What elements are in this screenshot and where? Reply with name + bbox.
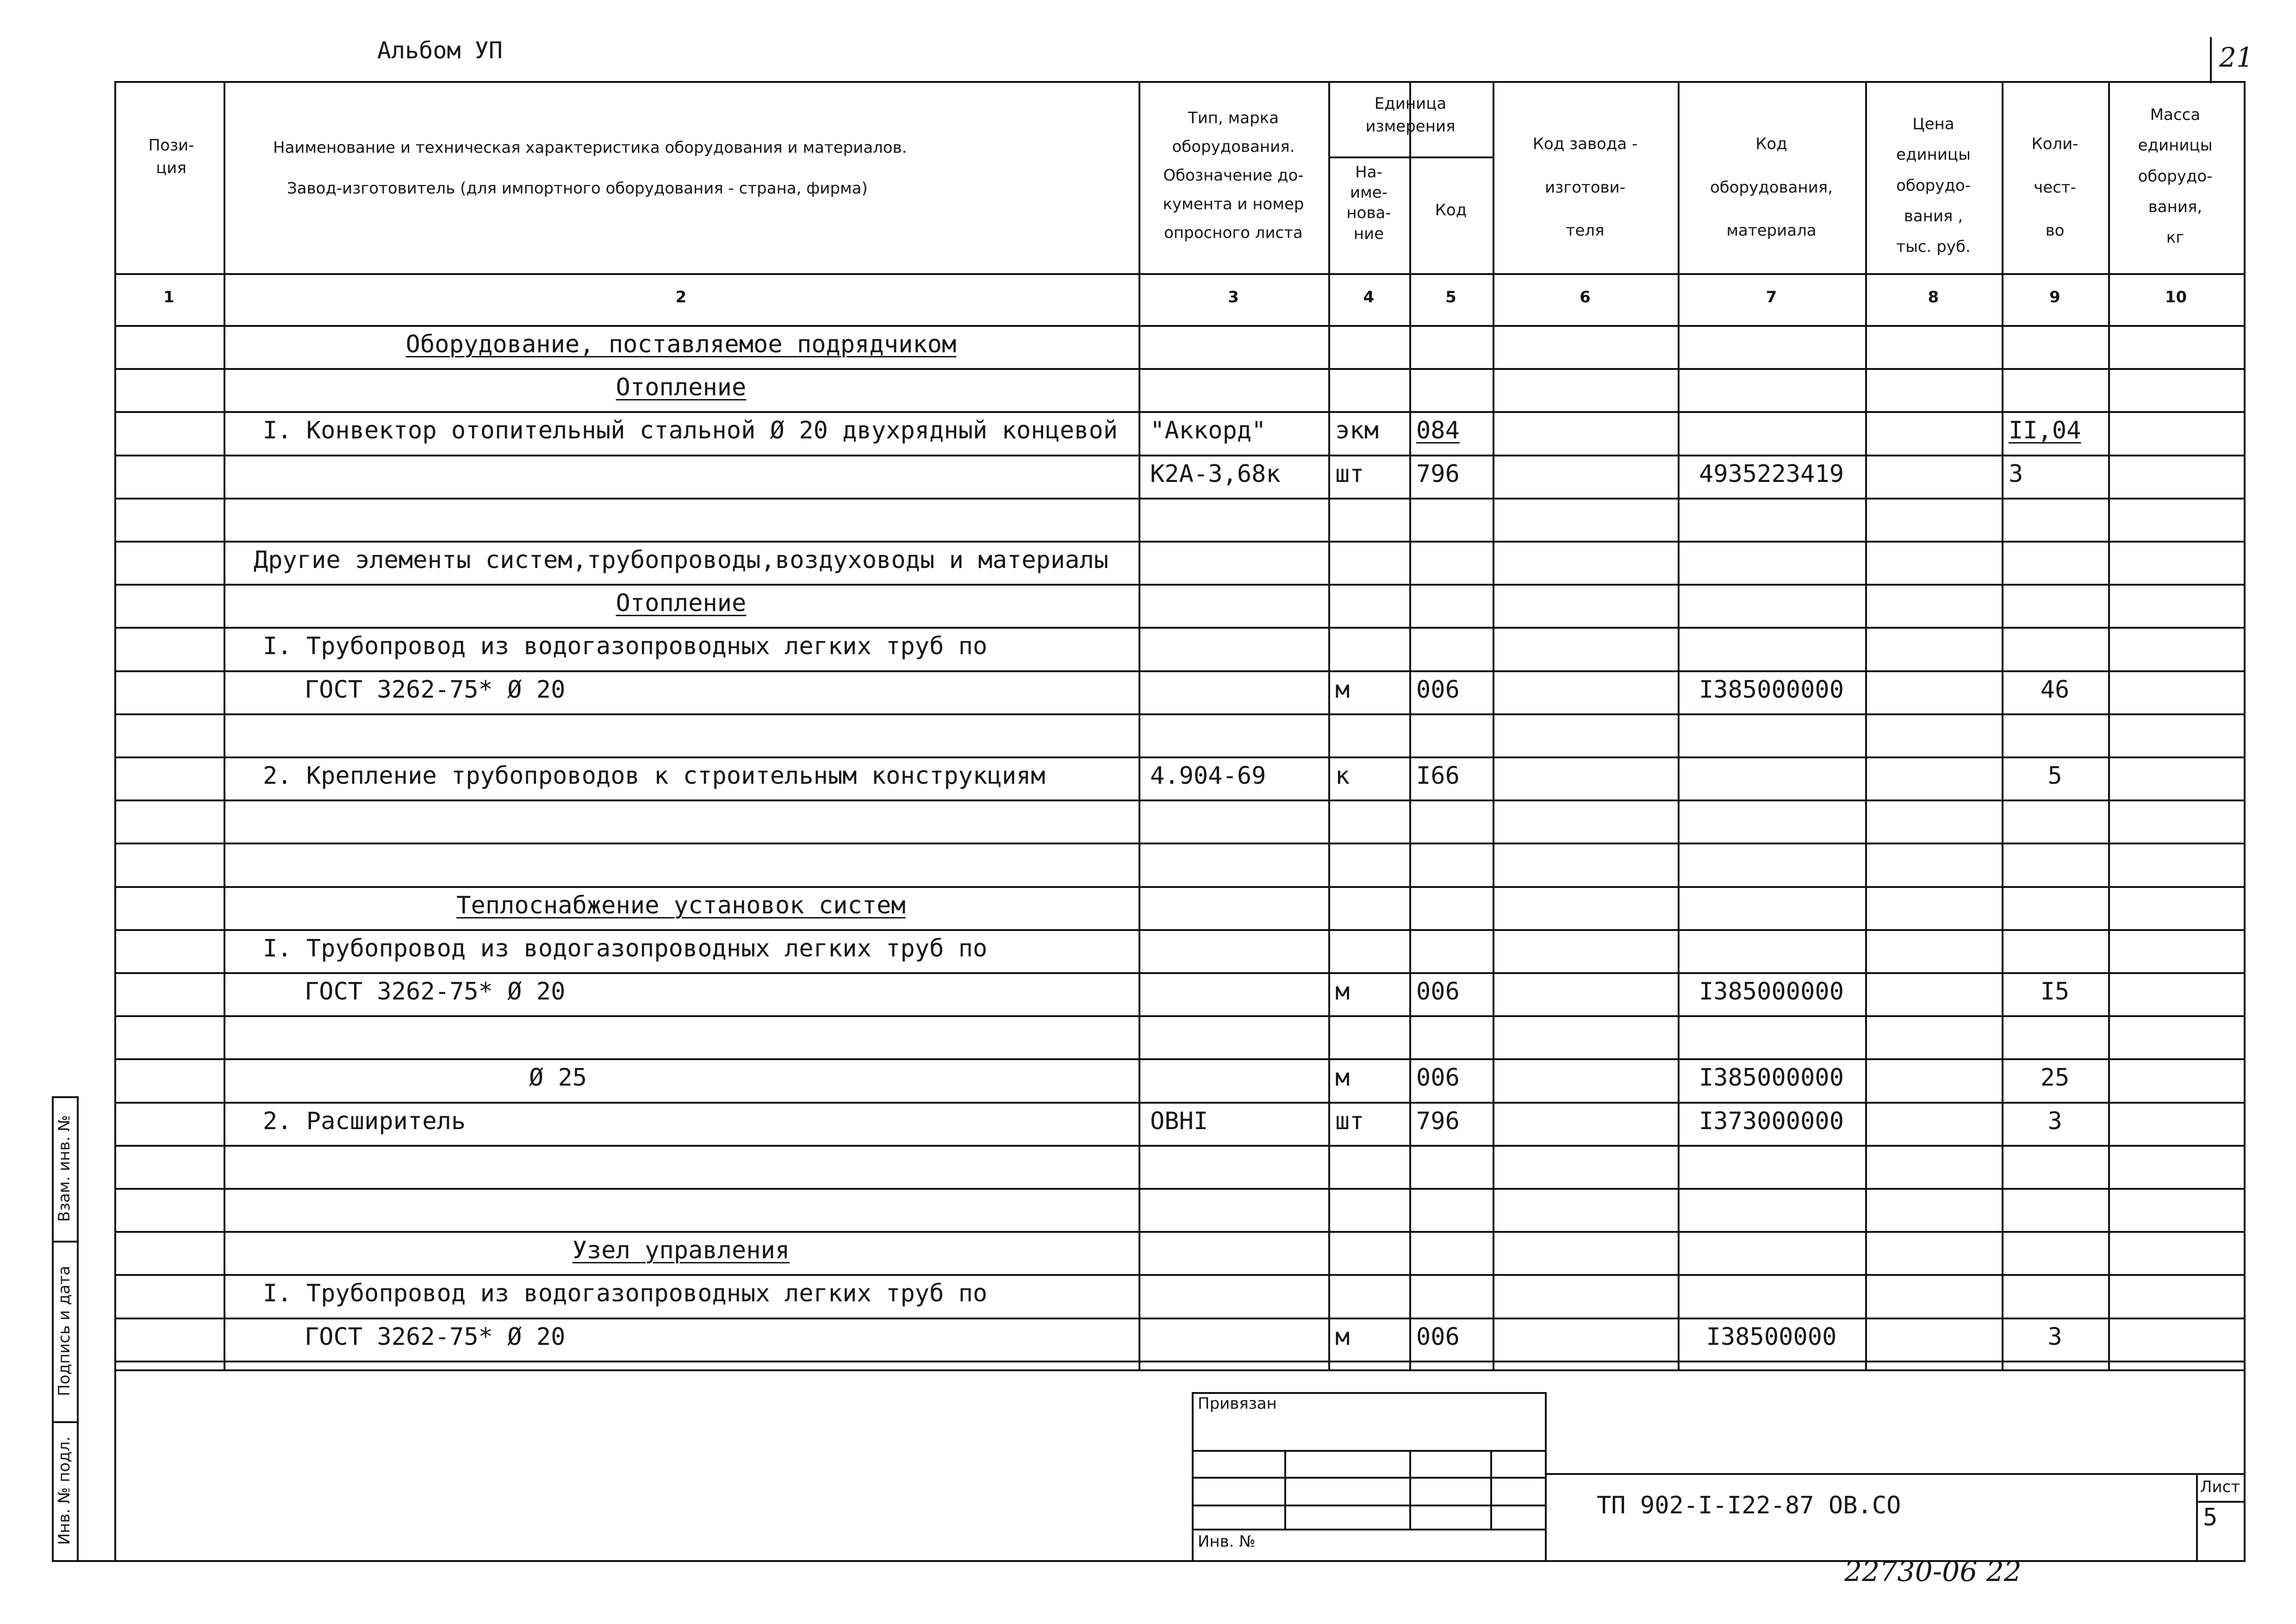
row-unit-code: 796 — [1416, 460, 1460, 488]
row-unit: экм — [1335, 417, 1379, 444]
stamp-line — [1490, 1450, 1492, 1530]
row-divider — [114, 627, 2246, 629]
stamp-line — [1192, 1450, 1546, 1452]
row-divider — [114, 368, 2246, 370]
header-unit-name-line: ние — [1353, 224, 1384, 243]
row-unit-code: 796 — [1416, 1107, 1460, 1135]
column-number: 7 — [1766, 288, 1777, 306]
row-name: I. Трубопровод из водогазопроводных легких труб по — [263, 1280, 988, 1307]
header-divider — [114, 273, 2246, 275]
row-name: 2. Крепление трубопроводов к строительным конструкциям — [263, 762, 1045, 790]
header-factory-code — [1493, 123, 1678, 253]
row-divider — [114, 1102, 2246, 1104]
row-name: ГОСТ 3262-75* Ø 20 — [305, 978, 566, 1006]
row-divider — [114, 1274, 2246, 1276]
header-equipment-code-line: оборудования, — [1710, 178, 1833, 197]
frame-border-right — [2244, 1369, 2246, 1561]
column-number: 4 — [1363, 288, 1375, 306]
side-label-original-inv: Инв. № подл. — [55, 1436, 74, 1545]
row-equipment-code: I385000000 — [1699, 676, 1844, 704]
footer-handwritten-number: 22730-06 22 — [1844, 1555, 2022, 1588]
row-divider — [114, 1058, 2246, 1060]
column-border — [1328, 81, 1330, 1369]
row-divider — [114, 455, 2246, 456]
header-unit-group — [1328, 93, 1493, 138]
row-name: Узел управления — [572, 1237, 790, 1264]
stamp-line — [1192, 1392, 1194, 1561]
header-price-line: оборудо- — [1896, 176, 1971, 195]
header-quantity-line: во — [2045, 221, 2065, 240]
row-divider — [114, 1361, 2246, 1362]
row-type: "Аккорд" — [1150, 417, 1266, 444]
row-name: Отопление — [616, 374, 747, 401]
column-border — [1678, 81, 1680, 1369]
row-equipment-code: I385000000 — [1699, 1064, 1844, 1092]
row-name: ГОСТ 3262-75* Ø 20 — [305, 1323, 566, 1351]
header-price-line: единицы — [1896, 145, 1971, 164]
row-divider — [114, 929, 2246, 931]
row-quantity: 25 — [2040, 1064, 2070, 1092]
side-label-replacement: Взам. инв. № — [55, 1115, 74, 1222]
side-stamp-border — [52, 1560, 78, 1562]
row-unit: к — [1335, 762, 1350, 790]
side-label-signature: Подпись и дата — [55, 1266, 74, 1396]
row-unit-code: I66 — [1416, 762, 1460, 790]
header-unit-group-line: измерения — [1365, 117, 1456, 136]
column-border — [2002, 81, 2004, 1369]
row-divider — [114, 800, 2246, 801]
stamp-line — [2196, 1501, 2244, 1503]
row-equipment-code: I373000000 — [1699, 1107, 1844, 1135]
row-unit-code: 006 — [1416, 676, 1460, 704]
album-title: Альбом УП — [377, 37, 503, 64]
header-type-line: Обозначение до- — [1163, 166, 1304, 185]
row-divider — [114, 843, 2246, 844]
column-number: 10 — [2165, 288, 2187, 306]
row-divider — [114, 756, 2246, 758]
side-stamp-border — [52, 1421, 78, 1423]
row-name: I. Конвектор отопительный стальной Ø 20 двухрядный концевой — [263, 417, 1118, 444]
frame-border-left — [114, 1369, 116, 1561]
header-price-line: Цена — [1912, 115, 1954, 133]
row-quantity: 3 — [2047, 1323, 2062, 1351]
column-border — [114, 81, 116, 1369]
header-price-line: вания , — [1904, 206, 1963, 225]
page-number-handwritten: 21 — [2219, 42, 2253, 73]
header-type-line: Тип, марка — [1188, 109, 1279, 127]
stamp-line — [1284, 1450, 1286, 1530]
header-type — [1139, 104, 1328, 247]
header-position-line: Пози- — [148, 136, 194, 155]
row-name: Отопление — [616, 589, 747, 617]
row-type: К2А-3,68к — [1150, 460, 1281, 488]
column-number: 1 — [163, 288, 174, 306]
column-number: 6 — [1580, 288, 1591, 306]
row-divider — [114, 411, 2246, 413]
side-stamp-border — [77, 1096, 79, 1561]
row-divider — [114, 972, 2246, 974]
row-name: I. Трубопровод из водогазопроводных легких труб по — [263, 632, 988, 660]
header-unit-name-line: име- — [1350, 183, 1388, 202]
table-border-top — [114, 81, 2246, 83]
header-mass — [2108, 100, 2242, 253]
column-border — [1493, 81, 1494, 1369]
header-unit-name — [1328, 162, 1409, 244]
row-unit-code: 006 — [1416, 1064, 1460, 1092]
row-name: 2. Расширитель — [263, 1107, 466, 1135]
row-divider — [114, 1145, 2246, 1147]
row-name: Оборудование, поставляемое подрядчиком — [405, 331, 957, 358]
stamp-doc-code: ТП 902-I-I22-87 ОВ.СО — [1597, 1492, 1901, 1519]
numbers-divider — [114, 325, 2246, 327]
column-number: 9 — [2049, 288, 2060, 306]
header-quantity-line: чест- — [2034, 178, 2076, 197]
row-quantity: 3 — [2009, 460, 2023, 488]
side-stamp-border — [52, 1241, 78, 1243]
row-divider — [114, 1231, 2246, 1233]
header-type-line: кумента и номер — [1163, 194, 1304, 213]
column-border — [1409, 81, 1411, 1369]
header-type-line: опросного листа — [1164, 223, 1303, 242]
row-quantity: 46 — [2040, 676, 2070, 704]
header-unit-group-line: Единица — [1374, 94, 1447, 113]
table-border-bottom — [114, 1369, 2246, 1371]
row-quantity: II,04 — [2009, 417, 2081, 444]
header-quantity — [2002, 123, 2108, 253]
side-stamp-border — [52, 1096, 78, 1098]
stamp-inv-label: Инв. № — [1198, 1532, 1256, 1551]
row-quantity: 5 — [2047, 762, 2062, 790]
stamp-line — [1545, 1392, 1547, 1561]
row-divider — [114, 886, 2246, 888]
stamp-line — [1192, 1529, 1546, 1530]
header-mass-line: оборудо- — [2138, 167, 2213, 186]
row-unit-code: 006 — [1416, 1323, 1460, 1351]
header-price — [1865, 109, 2002, 262]
stamp-line — [1545, 1473, 2244, 1475]
row-quantity: 3 — [2047, 1107, 2062, 1135]
column-number: 8 — [1928, 288, 1939, 306]
header-factory-code-line: Код завода - — [1532, 135, 1638, 153]
column-number: 5 — [1445, 288, 1456, 306]
row-quantity: I5 — [2040, 978, 2070, 1006]
column-border — [1865, 81, 1867, 1369]
row-name: Ø 25 — [529, 1064, 587, 1092]
column-number: 3 — [1228, 288, 1239, 306]
column-border — [2244, 81, 2246, 1369]
stamp-line — [1192, 1505, 1546, 1506]
stamp-sheet-label: Лист — [2200, 1478, 2240, 1496]
row-unit: м — [1335, 676, 1350, 704]
column-border — [1139, 81, 1140, 1369]
header-name — [231, 127, 1139, 209]
page-number-mark — [2210, 37, 2212, 83]
row-divider — [114, 1318, 2246, 1319]
header-mass-line: единицы — [2138, 136, 2213, 155]
header-price-line: тыс. руб. — [1896, 237, 1971, 256]
row-name: ГОСТ 3262-75* Ø 20 — [305, 676, 566, 704]
row-divider — [114, 541, 2246, 543]
stamp-sheet-number: 5 — [2203, 1504, 2218, 1531]
header-unit-name-line: На- — [1355, 163, 1382, 181]
row-equipment-code: I38500000 — [1706, 1323, 1837, 1351]
header-position-line: ция — [156, 159, 187, 178]
header-equipment-code-line: материала — [1726, 221, 1817, 240]
row-name: Теплоснабжение установок систем — [456, 892, 906, 919]
row-unit-code: 006 — [1416, 978, 1460, 1006]
row-type: ОВНI — [1150, 1107, 1208, 1135]
row-equipment-code: 4935223419 — [1699, 460, 1844, 488]
header-mass-line: кг — [2166, 228, 2184, 247]
header-mass-line: вания, — [2148, 197, 2203, 216]
column-border — [2108, 81, 2110, 1369]
header-equipment-code — [1678, 123, 1865, 253]
header-mass-line: Масса — [2150, 106, 2201, 124]
column-number: 2 — [675, 288, 687, 306]
row-unit: м — [1335, 978, 1350, 1006]
stamp-bound-label: Привязан — [1198, 1394, 1277, 1413]
header-unit-name-line: нова- — [1346, 204, 1391, 223]
side-stamp-border — [52, 1096, 54, 1561]
row-unit: шт — [1335, 460, 1364, 488]
stamp-line — [1409, 1450, 1411, 1530]
row-divider — [114, 1015, 2246, 1017]
header-equipment-code-line: Код — [1755, 135, 1787, 153]
row-equipment-code: I385000000 — [1699, 978, 1844, 1006]
header-factory-code-line: теля — [1566, 221, 1605, 240]
header-name-line: Наименование и техническая характеристика оборудования и материалов. — [273, 138, 907, 157]
header-name-line: Завод-изготовитель (для импортного оборудования - страна, фирма) — [287, 179, 868, 198]
column-border — [224, 81, 225, 1369]
row-divider — [114, 498, 2246, 500]
row-divider — [114, 713, 2246, 715]
row-unit: м — [1335, 1323, 1350, 1351]
row-unit: шт — [1335, 1107, 1364, 1135]
header-position — [116, 134, 227, 180]
header-unit-code: Код — [1435, 201, 1467, 219]
row-unit-code: 084 — [1416, 417, 1460, 444]
row-name: Другие элементы систем,трубопроводы,воздуховоды и материалы — [253, 546, 1109, 574]
row-divider — [114, 670, 2246, 672]
row-name: I. Трубопровод из водогазопроводных легких труб по — [263, 935, 988, 962]
header-type-line: оборудования. — [1172, 137, 1295, 156]
row-divider — [114, 1188, 2246, 1190]
row-divider — [114, 584, 2246, 586]
row-unit: м — [1335, 1064, 1350, 1092]
stamp-line — [1192, 1392, 1546, 1394]
header-quantity-line: Коли- — [2031, 135, 2078, 153]
header-factory-code-line: изготови- — [1545, 178, 1625, 197]
stamp-line — [1192, 1477, 1546, 1479]
row-type: 4.904-69 — [1150, 762, 1266, 790]
